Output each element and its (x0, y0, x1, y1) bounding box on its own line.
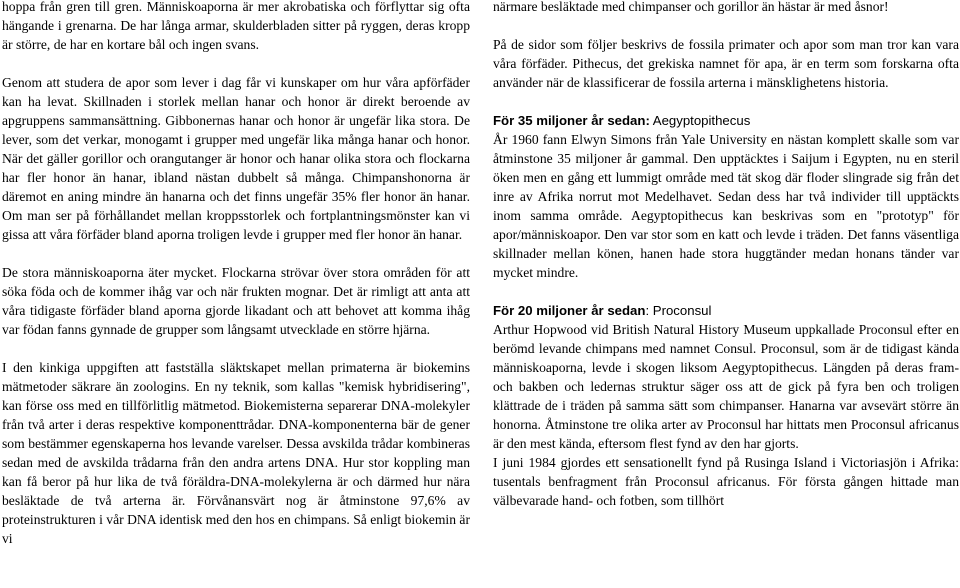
paragraph: hoppa från gren till gren. Människoaporna är mer akrobatiska och förflyttar sig ofta hängande i grenarna. De har långa armar, skulderbladen sitter på ryggen, deras kropp är större, de har en kortare bål och ingen svans. (2, 0, 470, 52)
section-aegyptopithecus (493, 111, 959, 282)
section-heading (493, 111, 959, 130)
paragraph: På de sidor som följer beskrivs de fossila primater och apor som man tror kan vara våra förfäder. Pithecus, det grekiska namnet för apa, är en term som forskarna ofta använder när de klassificerar de fossila arterna i mänsklighetens historia. (493, 37, 959, 90)
paragraph: närmare besläktade med chimpanser och gorillor än hästar är med åsnor! (493, 0, 889, 14)
section-heading (493, 301, 959, 320)
paragraph: De stora människoaporna äter mycket. Flockarna strövar över stora områden för att söka föda och de kommer ihåg var och när frukten mognar. Det är rimligt att anta att våra tidigaste förfäder bland aporna gjorde likadant och att behovet att komma ihåg var födan fanns gynnade de grupper som långsamt utvecklade en större hjärna. (2, 265, 470, 337)
section-proconsul (493, 301, 959, 453)
paragraph: I juni 1984 gjordes ett sensationellt fynd på Rusinga Island i Victoriasjön i Afrika: tusentals benfragment från Proconsul africanus. För första gången hittade man välbevarade hand- och fotben, som tillhört (493, 455, 959, 508)
paragraph: Genom att studera de apor som lever i dag får vi kunskaper om hur våra apförfäder kan ha levat. Skillnaden i storlek mellan hanar och honor är direkt beroende av apgruppens sammansättning. Gibbonernas hanar och honor är ungefär lika stora. De lever, som det verkar, monogamt i grupper med ungefär lika många hanar och honor. När det gäller gorillor och orangutanger är honor och hanar olika stora och flockarna har fler honor än hanar, ibland nästan dubbelt så många. Chimpanshonorna är däremot en aning mindre än hanarna och det finns ungefär 35% fler honor än hanar. Om man ser på förhållandet mellan kroppsstorlek och fortplantningsmönster kan vi gissa att våra förfäder bland aporna troligen levde i grupper med fler honor än hanar. (2, 75, 470, 242)
left-column (2, 0, 470, 548)
section-body: År 1960 fann Elwyn Simons från Yale University en nästan komplett skalle som var åtminstone 35 miljoner år gammal. Den upptäcktes i Saijum i Egypten, nu en steril öken men en gång ett lummigt område med tät skog där floder slingrade sig från det inre av Afrika norrut mot Medelhavet. Sedan dess har två individer till upptäckts inom samma område. Aegyptopithecus kan beskrivas som en "prototyp" för apor/människoapor. Den var stor som en katt och levde i träden. Det fanns väsentliga skillnader mellan könen, hanen hade stora huggtänder medan honans tänder var mycket mindre. (493, 132, 959, 280)
section-body: Arthur Hopwood vid British Natural History Museum uppkallade Proconsul efter en berömd levande chimpans med namnet Consul. Proconsul, som är de tidigast kända människoaporna, levde i skogen liksom Aegyptopithecus. Längden på deras fram- och bakben och ledernas struktur säger oss att de gick på fyra ben och troligen klättrade de i träden på samma sätt som chimpanser. Hanarna var avsevärt större än honorna. Åtminstone tre olika arter av Proconsul har hittats men Proconsul africanus är den mest kända, eftersom flest fynd av den har gjorts. (493, 322, 959, 451)
right-column (493, 0, 959, 510)
section-heading-rest: : Proconsul (645, 303, 712, 318)
paragraph: I den kinkiga uppgiften att fastställa släktskapet mellan primaterna är biokemins mätmetoder säkrare än zoologins. En ny teknik, som kallas "kemisk hybridisering", kan förse oss med en tillförlitlig mätmetod. Biokemisterna separerar DNA-molekyler från två arter i deras respektive komponenttrådar. DNA-komponenterna bär de gener som bestämmer egenskaperna hos levande varelser. Dessa avskilda trådar kombineras sedan med de avskilda trådarna från den andra artens DNA. Hur stor koppling man kan få beror på hur lika de två föräldra-DNA-molekylerna är och därmed hur nära besläktade de två arterna är. Förvånansvärt nog är åtminstone 97,6% av proteinstrukturen i vår DNA identisk med den hos en chimpans. Så enligt biokemin är vi (2, 360, 470, 546)
section-heading-bold: För 20 miljoner år sedan (493, 303, 646, 318)
section-heading-bold: För 35 miljoner år sedan: (493, 113, 650, 128)
section-heading-rest: Aegyptopithecus (649, 113, 751, 128)
